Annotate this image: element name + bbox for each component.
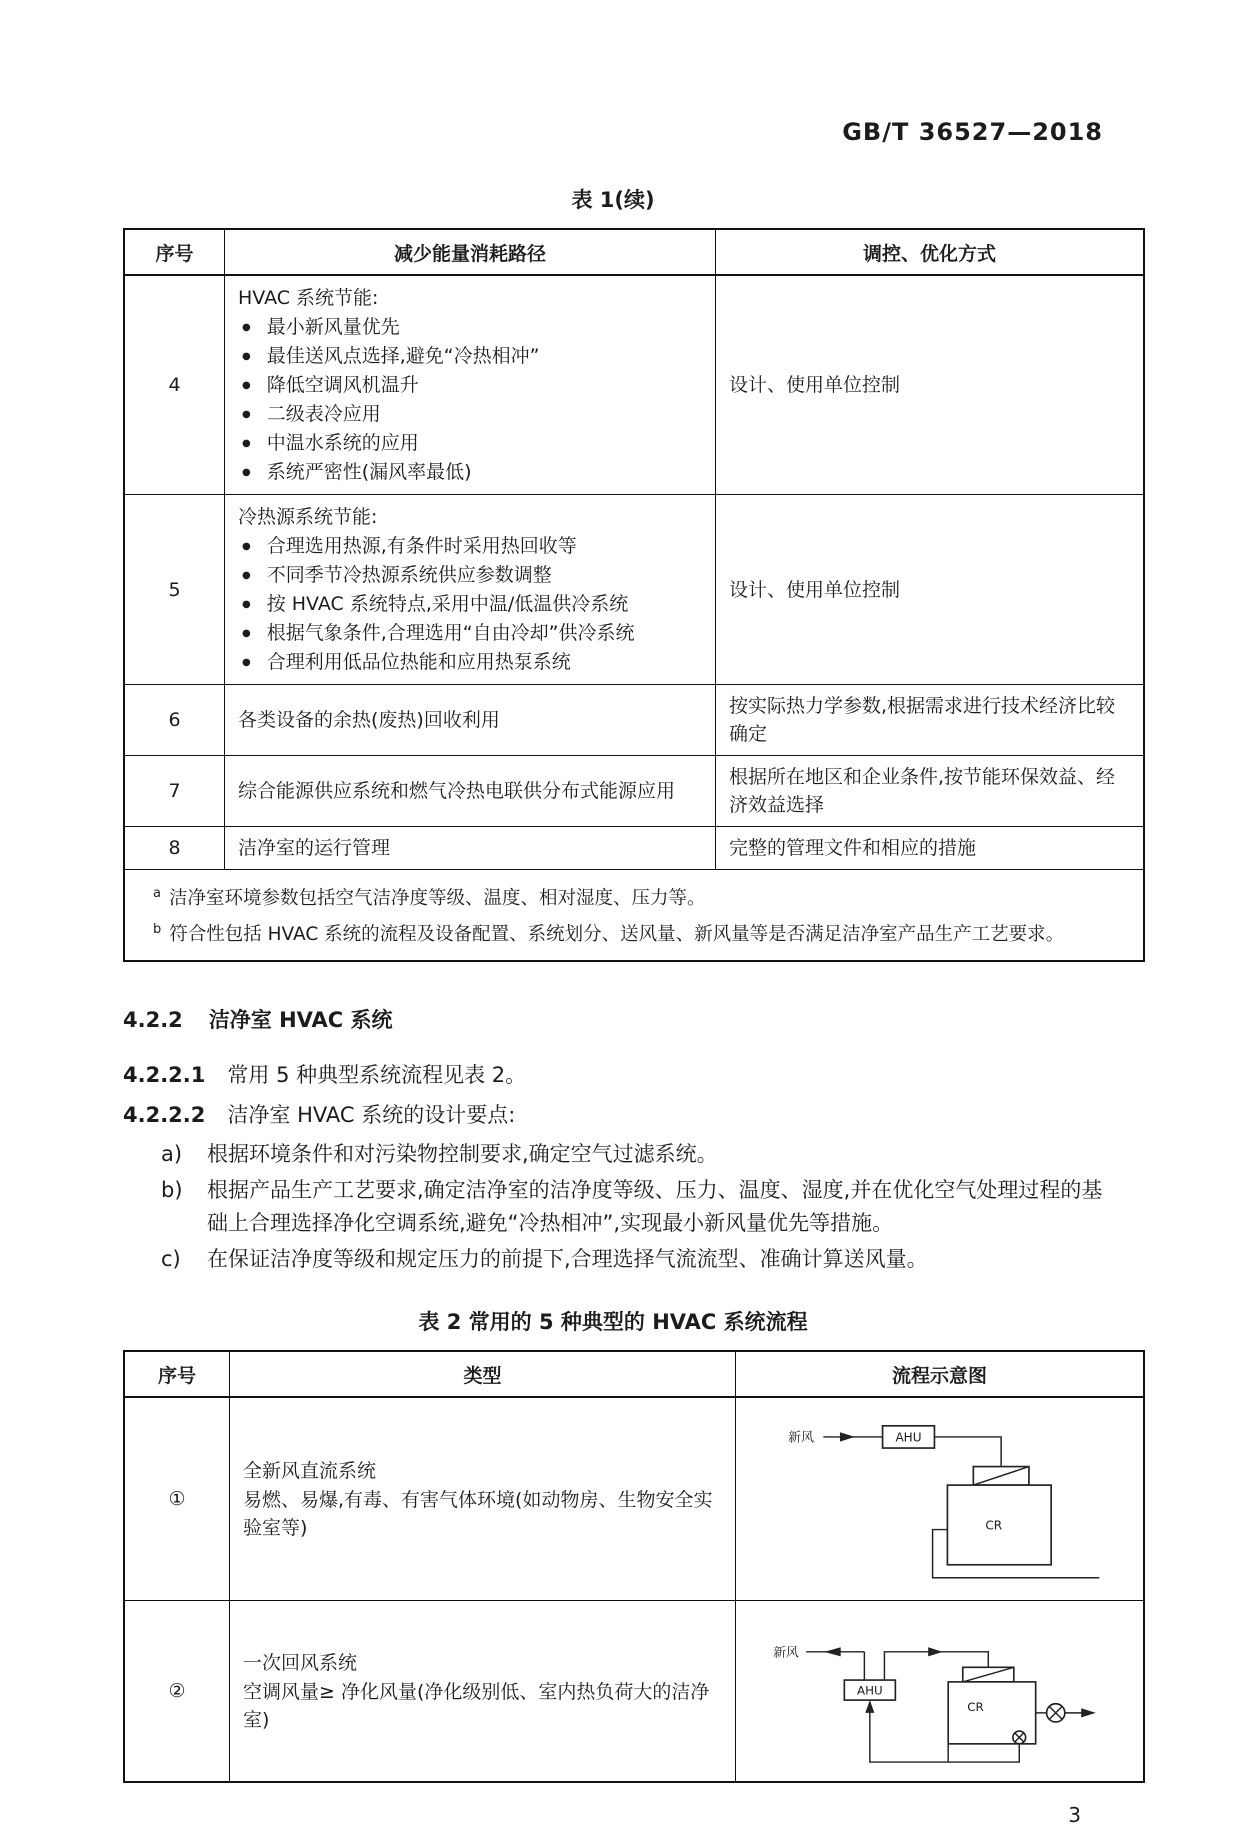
bullet-item: ● 二级表冷应用 — [238, 400, 702, 429]
footnote-marker: a — [153, 886, 161, 901]
bullet-item: ● 按 HVAC 系统特点,采用中温/低温供冷系统 — [238, 590, 702, 619]
flow-diagram-1 — [771, 1411, 1109, 1587]
flow-arrow-icon — [865, 1700, 874, 1713]
control-cell: 设计、使用单位控制 — [716, 275, 1145, 495]
bullet-item: ● 降低空调风机温升 — [238, 371, 702, 400]
column-header-seq: 序号 — [124, 229, 225, 275]
column-header-type: 类型 — [230, 1351, 736, 1397]
table1-caption: 表 1(续) — [571, 188, 655, 212]
table2-header-row — [124, 1351, 1144, 1397]
table-row — [124, 756, 1144, 827]
footnote-cell — [124, 870, 1144, 962]
fresh-air-label: 新风 — [787, 1430, 814, 1446]
supply-duct-line — [934, 1437, 1001, 1467]
list-item-marker: b) — [161, 1178, 183, 1203]
table1-header-row — [124, 229, 1144, 275]
table1-footnote-row — [124, 870, 1144, 962]
row-id-cell: 8 — [124, 827, 225, 870]
type-cell — [230, 1601, 736, 1783]
list-item — [123, 1243, 1103, 1276]
path-title: HVAC 系统节能: — [238, 287, 379, 309]
doc-number: GB/T 36527—2018 — [842, 118, 1103, 146]
bullet-item: ● 最小新风量优先 — [238, 313, 702, 342]
footnote — [153, 914, 1130, 950]
row-id-cell: ② — [124, 1601, 230, 1783]
path-title: 冷热源系统节能: — [238, 506, 378, 528]
bullet-item: ● 合理选用热源,有条件时采用热回收等 — [238, 532, 702, 561]
table-row — [124, 1397, 1144, 1601]
table-row — [124, 495, 1144, 685]
path-cell: 洁净室的运行管理 — [225, 827, 716, 870]
clause-text: 常用 5 种典型系统流程见表 2。 — [227, 1063, 527, 1088]
control-cell: 根据所在地区和企业条件,按节能环保效益、经济效益选择 — [716, 756, 1145, 827]
flow-diagram-2 — [762, 1609, 1118, 1773]
clause-number: 4.2.2.1 — [123, 1063, 206, 1088]
type-title: 一次回风系统 — [243, 1652, 358, 1675]
page-content — [123, 0, 1116, 1827]
list-item — [123, 1174, 1103, 1240]
table-row — [124, 827, 1144, 870]
hvac-diagram-primary-return — [749, 1608, 1130, 1774]
table2 — [123, 1350, 1145, 1783]
footnote-text: 符合性包括 HVAC 系统的流程及设备配置、系统划分、送风量、新风量等是否满足洁净室产品生产工艺要求。 — [169, 924, 1065, 946]
type-desc: 空调风量≥ 净化风量(净化级别低、室内热负荷大的洁净室) — [243, 1681, 710, 1732]
clause-number: 4.2.2.2 — [123, 1103, 206, 1128]
footnote — [153, 878, 1130, 914]
list-item — [123, 1138, 1103, 1171]
column-header-seq: 序号 — [124, 1351, 230, 1397]
footnote-marker: b — [153, 922, 162, 938]
type-desc: 易燃、易爆,有毒、有害气体环境(如动物房、生物安全实验室等) — [243, 1489, 713, 1540]
flow-arrow-icon — [928, 1648, 943, 1657]
path-cell — [225, 495, 716, 685]
row-id-cell: 6 — [124, 685, 225, 756]
bullet-item: ● 最佳送风点选择,避免“冷热相冲” — [238, 342, 702, 371]
row-id-cell: 4 — [124, 275, 225, 495]
section-heading-422 — [123, 1004, 1103, 1034]
table-row — [124, 685, 1144, 756]
bullet-item: ● 中温水系统的应用 — [238, 429, 702, 458]
type-title: 全新风直流系统 — [243, 1460, 377, 1483]
list-item-text: 根据环境条件和对污染物控制要求,确定空气过滤系统。 — [207, 1142, 718, 1167]
flow-arrow-icon — [824, 1648, 840, 1657]
row-id-cell: 5 — [124, 495, 225, 685]
control-cell: 完整的管理文件和相应的措施 — [716, 827, 1145, 870]
footnote-text: 洁净室环境参数包括空气洁净度等级、温度、相对湿度、压力等。 — [168, 888, 706, 910]
diagram-cell — [736, 1601, 1145, 1783]
table1 — [123, 228, 1145, 962]
clause-4222 — [123, 1100, 1103, 1130]
bullet-item: ● 根据气象条件,合理选用“自由冷却”供冷系统 — [238, 619, 702, 648]
section-title: 洁净室 HVAC 系统 — [208, 1008, 393, 1033]
type-cell — [230, 1397, 736, 1601]
fresh-air-label: 新风 — [772, 1645, 799, 1661]
row-id-cell: 7 — [124, 756, 225, 827]
section-number: 4.2.2 — [123, 1008, 183, 1033]
column-header-control: 调控、优化方式 — [716, 229, 1145, 275]
cr-label: CR — [966, 1700, 984, 1715]
clause-4221 — [123, 1060, 1103, 1090]
design-points-list — [123, 1138, 1103, 1276]
path-cell: 综合能源供应系统和燃气冷热电联供分布式能源应用 — [225, 756, 716, 827]
page-number: 3 — [1068, 1803, 1081, 1827]
flow-arrow-icon — [839, 1433, 854, 1442]
list-item-text: 根据产品生产工艺要求,确定洁净室的洁净度等级、压力、温度、湿度,并在优化空气处理过程的基础上合理选择净化空调系统,避免“冷热相冲”,实现最小新风量优先等措施。 — [207, 1178, 1103, 1236]
table-row — [124, 275, 1144, 495]
list-item-marker: c) — [161, 1247, 181, 1272]
clause-text: 洁净室 HVAC 系统的设计要点: — [227, 1103, 516, 1128]
ahu-label: AHU — [894, 1430, 922, 1445]
control-cell: 按实际热力学参数,根据需求进行技术经济比较确定 — [716, 685, 1145, 756]
hvac-diagram-once-through — [749, 1405, 1130, 1593]
bullet-item: ● 系统严密性(漏风率最低) — [238, 458, 702, 487]
cr-label: CR — [984, 1518, 1002, 1533]
list-item-marker: a) — [161, 1142, 183, 1167]
diagram-cell — [736, 1397, 1145, 1601]
control-cell: 设计、使用单位控制 — [716, 495, 1145, 685]
bullet-item: ● 合理利用低品位热能和应用热泵系统 — [238, 648, 702, 677]
list-item-text: 在保证洁净度等级和规定压力的前提下,合理选择气流流型、准确计算送风量。 — [207, 1247, 928, 1272]
flow-arrow-icon — [1081, 1709, 1096, 1718]
bullet-item: ● 不同季节冷热源系统供应参数调整 — [238, 561, 702, 590]
row-id-cell: ① — [124, 1397, 230, 1601]
path-cell — [225, 275, 716, 495]
column-header-path: 减少能量消耗路径 — [225, 229, 716, 275]
ahu-label: AHU — [856, 1683, 883, 1698]
path-cell: 各类设备的余热(废热)回收利用 — [225, 685, 716, 756]
table2-caption: 表 2 常用的 5 种典型的 HVAC 系统流程 — [418, 1310, 808, 1335]
table-row — [124, 1601, 1144, 1783]
column-header-diagram: 流程示意图 — [736, 1351, 1145, 1397]
